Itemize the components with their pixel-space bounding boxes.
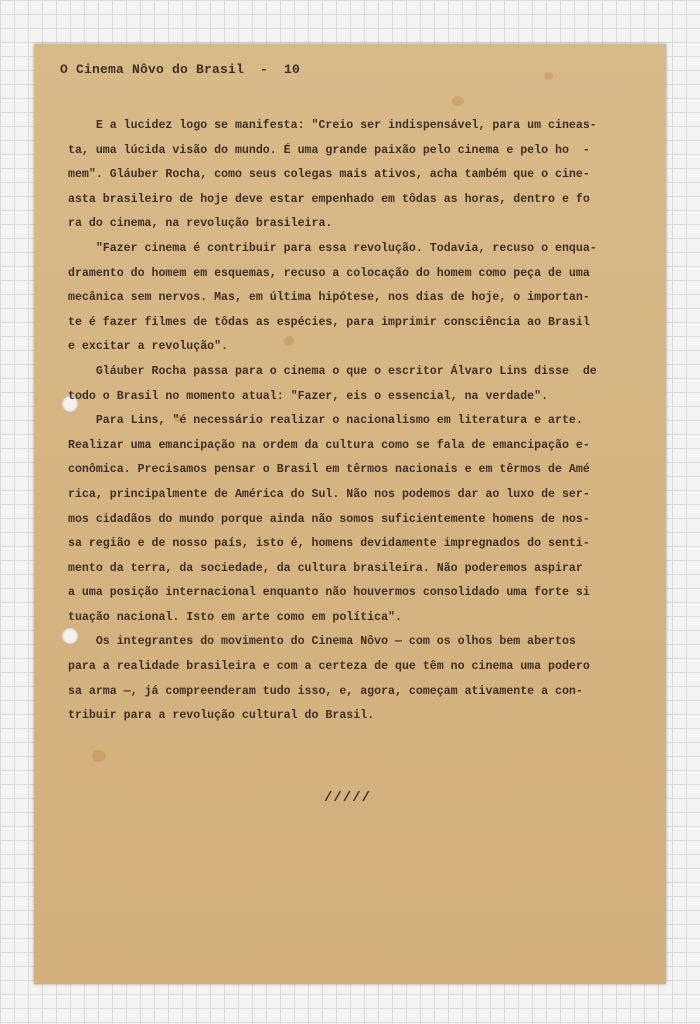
body-text: [68, 114, 648, 729]
text-line: conômica. Precisamos pensar o Brasil em têrmos nacionais e em têrmos de Amé: [68, 463, 590, 477]
text-line: e excitar a revolução".: [68, 340, 229, 354]
text-line: mecânica sem nervos. Mas, em última hipótese, nos dias de hoje, o importan-: [68, 291, 590, 305]
text-line: Gláuber Rocha passa para o cinema o que o escritor Álvaro Lins disse de: [68, 364, 597, 378]
text-line: ra do cinema, na revolução brasileira.: [68, 217, 333, 231]
text-line: para a realidade brasileira e com a certeza de que têm no cinema uma podero: [68, 660, 590, 674]
closing-mark: /////: [324, 790, 372, 806]
text-line: Para Lins, "é necessário realizar o nacionalismo em literatura e arte.: [68, 414, 583, 428]
text-line: rica, principalmente de América do Sul. Não nos podemos dar ao luxo de ser-: [68, 487, 590, 501]
text-line: ta, uma lúcida visão do mundo. É uma grande paixão pelo cinema e pelo ho -: [68, 143, 590, 157]
stain: [452, 96, 464, 106]
text-line: te é fazer filmes de tôdas as espécies, para imprimir consciência ao Brasil: [68, 315, 590, 329]
text-line: "Fazer cinema é contribuir para essa revolução. Todavia, recuso o enqua-: [68, 241, 597, 255]
page-header: O Cinema Nôvo do Brasil - 10: [60, 62, 301, 77]
text-line: a uma posição internacional enquanto não houvermos consolidado uma forte si: [68, 586, 590, 600]
stain: [92, 750, 106, 762]
stain: [544, 72, 553, 80]
text-line: mos cidadãos do mundo porque ainda não somos suficientemente homens de nos-: [68, 512, 590, 526]
text-line: mento da terra, da sociedade, da cultura brasileira. Não poderemos aspirar: [68, 561, 583, 575]
text-line: sa arma —, já compreenderam tudo isso, e, agora, começam ativamente a con-: [68, 684, 583, 698]
text-line: tuação nacional. Isto em arte como em política".: [68, 610, 402, 624]
text-line: Realizar uma emancipação na ordem da cultura como se fala de emancipação e-: [68, 438, 590, 452]
text-line: E a lucidez logo se manifesta: "Creio ser indispensável, para um cineas-: [68, 119, 597, 132]
text-line: asta brasileiro de hoje deve estar empenhado em tôdas as horas, dentro e fo: [68, 192, 590, 206]
text-line: sa região e de nosso país, isto é, homens devidamente impregnados do senti-: [68, 537, 590, 551]
text-line: mem". Gláuber Rocha, como seus colegas mais ativos, acha também que o cine-: [68, 168, 590, 182]
typed-page: [34, 44, 666, 984]
text-line: Os integrantes do movimento do Cinema Nôvo — com os olhos bem abertos: [68, 635, 576, 649]
text-line: todo o Brasil no momento atual: "Fazer, eis o essencial, na verdade".: [68, 389, 549, 403]
text-line: dramento do homem em esquemas, recuso a colocação do homem como peça de uma: [68, 266, 590, 280]
text-line: tribuir para a revolução cultural do Brasil.: [68, 709, 375, 723]
